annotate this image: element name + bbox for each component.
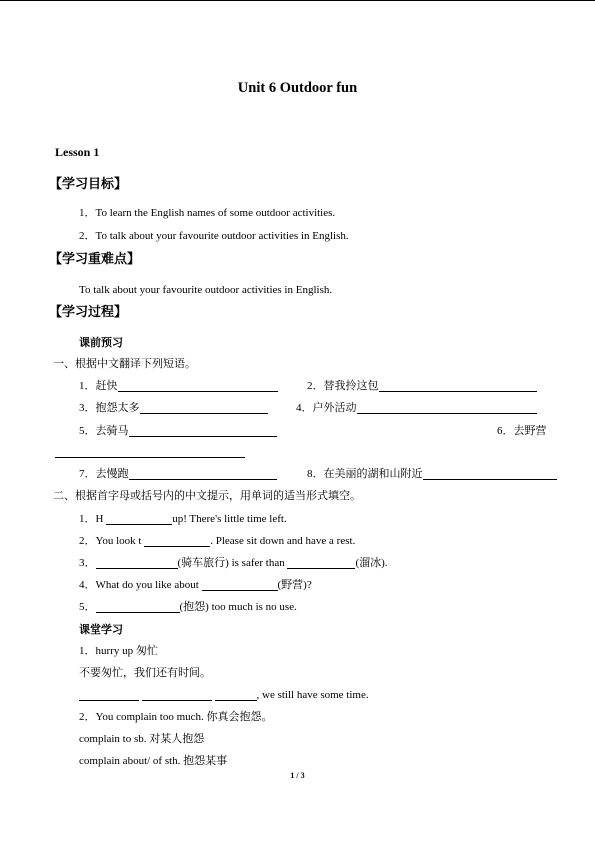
preview-label: 课前预习 [79, 336, 123, 349]
page-number: 1 / 3 [290, 771, 305, 780]
section-focus: 【学习重难点】 [49, 252, 141, 267]
phrase-3: 3．抱怨太多 [79, 403, 268, 414]
classroom-item-1-fill: , we still have some time. [79, 690, 369, 701]
top-rule [0, 0, 595, 1]
fill-item-4: 4．What do you like about (野营)? [79, 579, 312, 591]
phrase-1: 1．赶快 [79, 381, 278, 392]
fill-item-3: 3． (骑车旅行) is safer than (溜冰). [79, 557, 388, 569]
fill-item-2: 2．You look t . Please sit down and have a rest. [79, 535, 356, 547]
focus-text: To talk about your favourite outdoor activities in English. [79, 284, 333, 296]
phrase-6: 6．去野营 [497, 425, 547, 437]
section-goals: 【学习目标】 [49, 177, 128, 192]
section-process: 【学习过程】 [49, 305, 128, 320]
phrase-2: 2．替我拎这包 [307, 381, 537, 392]
lesson-heading: Lesson 1 [55, 145, 100, 159]
page-title: Unit 6 Outdoor fun [237, 80, 358, 96]
classroom-item-2a: complain to sb. 对某人抱怨 [79, 733, 205, 745]
classroom-item-2: 2．You complain too much. 你真会抱怨。 [79, 711, 273, 723]
goal-item-2: 2．To talk about your favourite outdoor activities in English. [79, 230, 349, 242]
phrase-6-blank [55, 457, 245, 458]
classroom-item-1: 1．hurry up 匆忙 [79, 645, 158, 657]
part1-heading: 一、根据中文翻译下列短语。 [53, 358, 196, 370]
phrase-8: 8．在美丽的湖和山附近 [307, 469, 557, 480]
phrase-4: 4．户外活动 [296, 403, 537, 414]
fill-item-1: 1．H up! There's little time left. [79, 513, 287, 525]
fill-item-5: 5． (抱怨) too much is no use. [79, 601, 297, 613]
phrase-5: 5．去骑马 [79, 426, 277, 437]
classroom-item-2b: complain about/ of sth. 抱怨某事 [79, 755, 228, 767]
part2-heading: 二、根据首字母或括号内的中文提示，用单词的适当形式填空。 [53, 490, 361, 502]
classroom-label: 课堂学习 [79, 623, 123, 636]
phrase-7: 7．去慢跑 [79, 469, 277, 480]
goal-item-1: 1．To learn the English names of some outdoor activities. [79, 207, 336, 219]
classroom-item-1-cn: 不要匆忙，我们还有时间。 [79, 667, 211, 679]
